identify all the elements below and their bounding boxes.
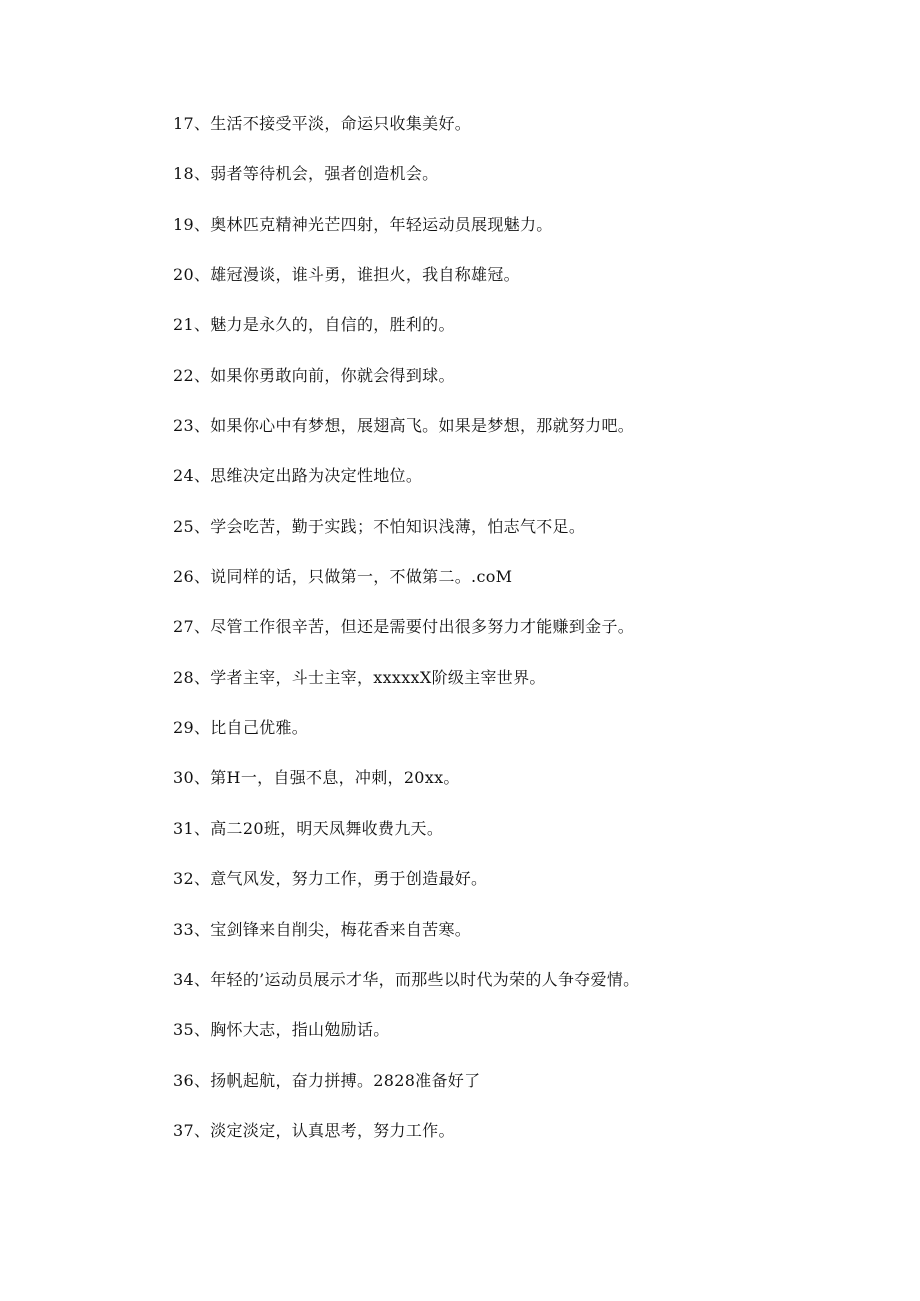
list-item: 33、宝剑锋来自削尖，梅花香来自苦寒。 bbox=[173, 919, 472, 939]
motto-list bbox=[173, 111, 893, 1168]
list-item: 37、淡定淡定，认真思考，努力工作。 bbox=[173, 1120, 455, 1140]
list-item: 24、思维决定出路为决定性地位。 bbox=[173, 466, 423, 486]
list-item: 35、胸怀大志，指山勉励话。 bbox=[173, 1020, 390, 1040]
list-item: 17、生活不接受平淡，命运只收集美好。 bbox=[173, 114, 472, 133]
list-item: 18、弱者等待机会，强者创造机会。 bbox=[173, 164, 439, 184]
list-item: 29、比自己优雅。 bbox=[173, 718, 309, 738]
list-item: 27、尽管工作很辛苦，但还是需要付出很多努力才能赚到金子。 bbox=[173, 617, 635, 637]
list-item: 34、年轻的’运动员展示才华，而那些以时代为荣的人争夺爱情。 bbox=[173, 969, 640, 989]
list-item: 21、魅力是永久的，自信的，胜利的。 bbox=[173, 315, 455, 335]
list-item: 32、意气风发，努力工作，勇于创造最好。 bbox=[173, 869, 488, 889]
list-item: 22、如果你勇敢向前，你就会得到球。 bbox=[173, 365, 455, 385]
list-item: 31、高二20班，明天凤舞收费九天。 bbox=[173, 818, 444, 838]
list-item: 30、第H一，自强不息，冲刺，20xx。 bbox=[173, 768, 460, 788]
list-item: 25、学会吃苦，勤于实践；不怕知识浅薄，怕志气不足。 bbox=[173, 516, 586, 536]
list-item: 26、说同样的话，只做第一，不做第二。.coM bbox=[173, 567, 513, 587]
list-item: 28、学者主宰，斗士主宰，xxxxxX阶级主宰世界。 bbox=[173, 667, 546, 687]
list-item: 19、奥林匹克精神光芒四射，年轻运动员展现魅力。 bbox=[173, 214, 553, 234]
list-item: 20、雄冠漫谈，谁斗勇，谁担火，我自称雄冠。 bbox=[173, 265, 520, 285]
list-item: 36、扬帆起航，奋力拼搏。2828准备好了 bbox=[173, 1070, 481, 1090]
list-item: 23、如果你心中有梦想，展翅高飞。如果是梦想，那就努力吧。 bbox=[173, 416, 635, 436]
